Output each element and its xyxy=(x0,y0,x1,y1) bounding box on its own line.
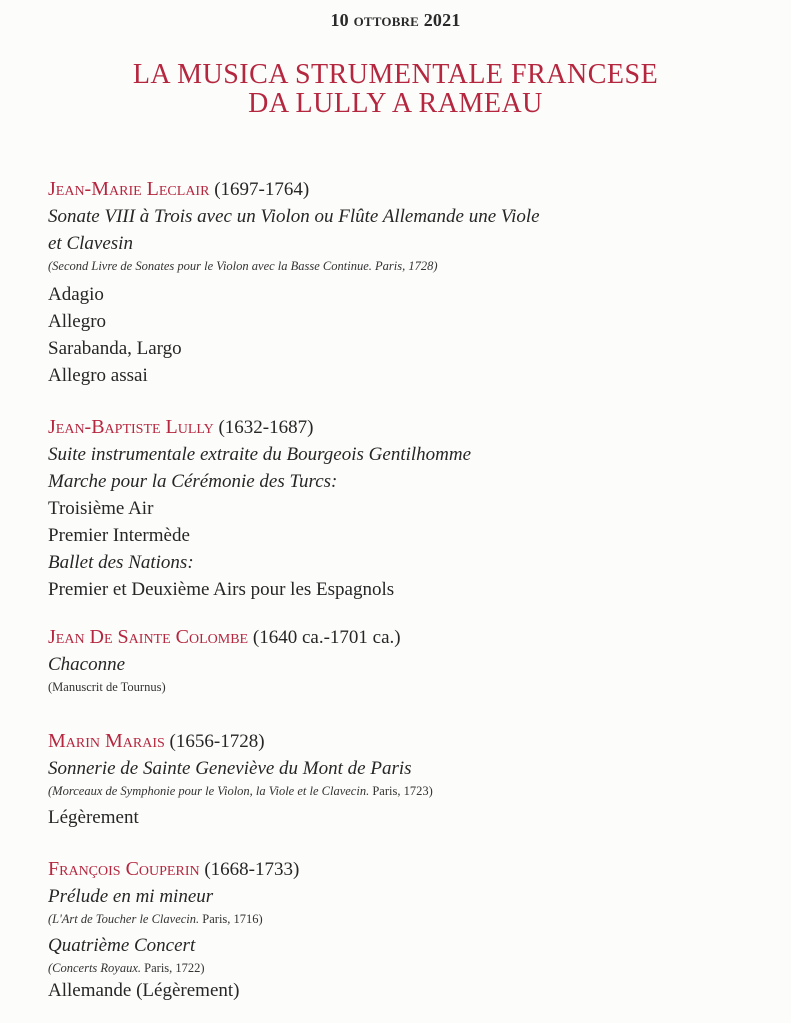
source-place-year: Paris, 1723) xyxy=(369,784,433,798)
movement: Adagio xyxy=(48,284,104,305)
concert-title xyxy=(0,60,791,118)
composer-dates: (1697-1764) xyxy=(214,179,310,200)
movement: Troisième Air xyxy=(48,498,154,519)
composer-name: François Couperin xyxy=(48,858,200,880)
composer-heading xyxy=(48,856,768,883)
source-place-year: Paris, 1722) xyxy=(141,961,205,975)
composer-dates: (1632-1687) xyxy=(218,417,314,438)
date-year: 2021 xyxy=(423,10,461,30)
work-source xyxy=(48,910,768,928)
composer-dates: (1656-1728) xyxy=(169,731,265,752)
source-publication: (Morceaux de Symphonie pour le Violon, la Viole et le Clavecin. xyxy=(48,784,370,798)
movement: Premier et Deuxième Airs pour les Espagnols xyxy=(48,579,395,600)
movement: Allemande (Légèrement) xyxy=(48,980,240,1001)
entry-marais xyxy=(48,728,768,831)
entry-leclair xyxy=(48,176,768,389)
work-title: Sonate VIII à Trois avec un Violon ou Flûte Allemande une Viole xyxy=(48,206,540,227)
composer-heading xyxy=(48,624,768,651)
composer-name: Jean De Sainte Colombe xyxy=(48,626,249,648)
composer-dates: (1668-1733) xyxy=(204,859,300,880)
work-title: Suite instrumentale extraite du Bourgeois Gentilhomme xyxy=(48,444,472,465)
work-title-cont: et Clavesin xyxy=(48,233,133,254)
movement: Allegro assai xyxy=(48,365,148,386)
entry-lully xyxy=(48,414,768,603)
composer-name: Jean-Baptiste Lully xyxy=(48,416,214,438)
work-source: (Manuscrit de Tournus) xyxy=(48,680,166,694)
composer-dates: (1640 ca.-1701 ca.) xyxy=(252,627,401,648)
movement: Allegro xyxy=(48,311,107,332)
work-title: Quatrième Concert xyxy=(48,935,196,956)
entry-couperin xyxy=(48,856,768,1004)
work-source: (Second Livre de Sonates pour le Violon avec la Basse Continue. Paris, 1728) xyxy=(48,259,438,273)
work-title: Sonnerie de Sainte Geneviève du Mont de Paris xyxy=(48,758,412,779)
concert-date xyxy=(0,10,791,31)
composer-name: Marin Marais xyxy=(48,730,165,752)
section-title: Marche pour la Cérémonie des Turcs: xyxy=(48,471,338,492)
work-source xyxy=(48,959,768,977)
movement: Légèrement xyxy=(48,807,139,828)
movement: Premier Intermède xyxy=(48,525,190,546)
source-publication: (Concerts Royaux. xyxy=(48,961,142,975)
date-day: 10 xyxy=(330,10,349,30)
movement: Sarabanda, Largo xyxy=(48,338,182,359)
composer-heading xyxy=(48,176,768,203)
work-source xyxy=(48,782,768,800)
composer-heading xyxy=(48,414,768,441)
date-month: ottobre xyxy=(353,10,420,30)
source-publication: (L'Art de Toucher le Clavecin. xyxy=(48,912,200,926)
work-title: Chaconne xyxy=(48,654,126,675)
section-title: Ballet des Nations: xyxy=(48,552,194,573)
entry-sainte-colombe xyxy=(48,624,768,696)
composer-name: Jean-Marie Leclair xyxy=(48,178,210,200)
composer-heading xyxy=(48,728,768,755)
title-line-2: DA LULLY A RAMEAU xyxy=(248,88,543,119)
work-title: Prélude en mi mineur xyxy=(48,886,214,907)
title-line-1: LA MUSICA STRUMENTALE FRANCESE xyxy=(132,59,659,90)
source-place-year: Paris, 1716) xyxy=(199,912,263,926)
